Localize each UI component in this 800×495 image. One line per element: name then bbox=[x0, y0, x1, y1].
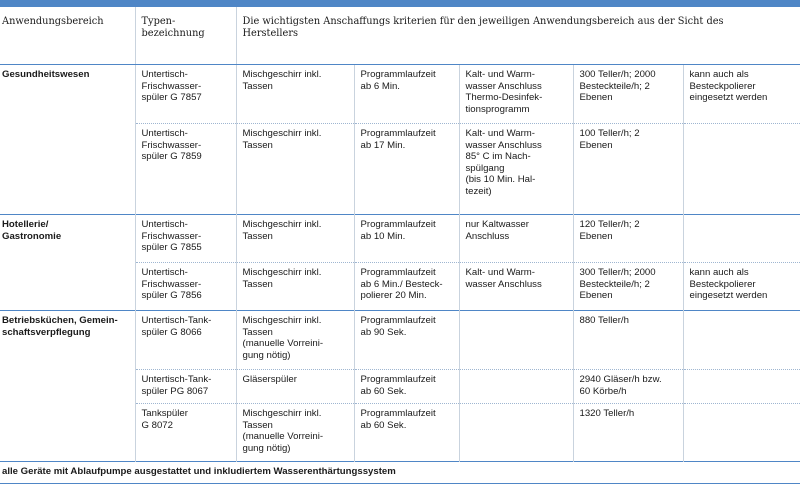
cell-capacity bbox=[573, 215, 683, 263]
cell-area bbox=[0, 263, 135, 311]
cell-capacity-line: Ebenen bbox=[579, 230, 613, 242]
cell-water-line: Anschluss bbox=[465, 230, 510, 242]
cell-program bbox=[354, 124, 459, 215]
cell-type-line: Frischwasser- bbox=[141, 80, 202, 92]
cell-note bbox=[683, 65, 800, 124]
cell-note-line: kann auch als bbox=[689, 69, 749, 80]
cell-capacity-line: 60 Körbe/h bbox=[579, 385, 627, 397]
cell-program-line: ab 6 Min. bbox=[360, 80, 400, 92]
cell-dishes-line: Mischgeschirr inkl. bbox=[242, 315, 322, 326]
cell-note bbox=[683, 404, 800, 462]
cell-type-line: Frischwasser- bbox=[141, 139, 202, 151]
cell-note bbox=[683, 215, 800, 263]
cell-water bbox=[459, 404, 573, 462]
cell-type-line: Untertisch- bbox=[141, 128, 188, 139]
cell-water-line: wasser Anschluss bbox=[465, 80, 542, 92]
cell-water-line: nur Kaltwasser bbox=[465, 219, 529, 230]
cell-water-line: 85° C im Nach- bbox=[465, 151, 531, 163]
cell-note-line: Besteckpolierer bbox=[689, 80, 756, 92]
footer-note: alle Geräte mit Ablaufpumpe ausgestattet und inkludiertem Wasserenthärtungssystem bbox=[0, 462, 800, 484]
cell-type bbox=[135, 311, 236, 370]
cell-type bbox=[135, 370, 236, 404]
table-row bbox=[0, 404, 800, 462]
dishwasher-comparison-table bbox=[0, 7, 800, 484]
cell-dishes-line: Tassen bbox=[242, 278, 273, 290]
table-row bbox=[0, 311, 800, 370]
cell-capacity-line: Ebenen bbox=[579, 139, 613, 151]
cell-program-line: Programmlaufzeit bbox=[360, 315, 436, 326]
cell-water bbox=[459, 215, 573, 263]
cell-water-line: wasser Anschluss bbox=[465, 139, 542, 151]
cell-note bbox=[683, 370, 800, 404]
cell-water-line: Kalt- und Warm- bbox=[465, 69, 535, 80]
cell-water-line: tezeit) bbox=[465, 185, 492, 197]
cell-dishes bbox=[236, 404, 354, 462]
cell-program-line: ab 17 Min. bbox=[360, 139, 406, 151]
cell-dishes-line: Mischgeschirr inkl. bbox=[242, 128, 322, 139]
cell-type-line: spüler G 7855 bbox=[141, 242, 202, 254]
table-row bbox=[0, 370, 800, 404]
cell-water bbox=[459, 370, 573, 404]
header-anwendungsbereich: Anwendungsbereich bbox=[0, 7, 135, 65]
cell-water-line: wasser Anschluss bbox=[465, 278, 542, 290]
cell-type-line: spüler G 7857 bbox=[141, 92, 202, 104]
cell-program-line: ab 10 Min. bbox=[360, 230, 406, 242]
cell-dishes bbox=[236, 124, 354, 215]
cell-dishes bbox=[236, 65, 354, 124]
cell-water bbox=[459, 124, 573, 215]
cell-dishes bbox=[236, 311, 354, 370]
cell-type-line: spüler G 7859 bbox=[141, 151, 202, 163]
cell-water-line: Kalt- und Warm- bbox=[465, 128, 535, 139]
cell-capacity-line: Ebenen bbox=[579, 92, 613, 104]
cell-program-line: Programmlaufzeit bbox=[360, 408, 436, 419]
cell-program-line: ab 60 Sek. bbox=[360, 419, 407, 431]
cell-capacity-line: 2940 Gläser/h bzw. bbox=[579, 374, 662, 385]
table-row bbox=[0, 124, 800, 215]
cell-note-line: eingesetzt werden bbox=[689, 290, 768, 302]
cell-capacity-line: 1320 Teller/h bbox=[579, 408, 635, 419]
cell-program bbox=[354, 404, 459, 462]
cell-type-line: Frischwasser- bbox=[141, 230, 202, 242]
cell-dishes-line: Tassen bbox=[242, 326, 273, 338]
cell-area-line: Gesundheitswesen bbox=[2, 69, 90, 80]
cell-program bbox=[354, 311, 459, 370]
table-header-row bbox=[0, 7, 800, 65]
cell-dishes bbox=[236, 263, 354, 311]
cell-dishes-line: Gläserspüler bbox=[242, 374, 297, 385]
cell-capacity bbox=[573, 124, 683, 215]
cell-capacity bbox=[573, 263, 683, 311]
cell-program bbox=[354, 370, 459, 404]
cell-type-line: Untertisch-Tank- bbox=[141, 374, 212, 385]
cell-water bbox=[459, 311, 573, 370]
cell-capacity-line: 880 Teller/h bbox=[579, 315, 629, 326]
cell-dishes-line: (manuelle Vorreini- bbox=[242, 431, 324, 443]
cell-water-line: Thermo-Desinfek- bbox=[465, 92, 543, 104]
cell-type-line: Tankspüler bbox=[141, 408, 188, 419]
cell-area bbox=[0, 404, 135, 462]
cell-area-line: schaftsverpflegung bbox=[2, 326, 91, 338]
table-row bbox=[0, 215, 800, 263]
cell-capacity bbox=[573, 404, 683, 462]
cell-dishes bbox=[236, 215, 354, 263]
cell-program bbox=[354, 215, 459, 263]
cell-dishes-line: Tassen bbox=[242, 230, 273, 242]
header-criteria: Die wichtigsten Anschaffungs kriterien für den jeweiligen Anwendungsbereich aus der Sicht des Herstellers bbox=[236, 7, 800, 65]
cell-capacity-line: Besteckteile/h; 2 bbox=[579, 80, 650, 92]
cell-type-line: Untertisch- bbox=[141, 267, 188, 278]
cell-program-line: Programmlaufzeit bbox=[360, 267, 436, 278]
cell-program-line: polierer 20 Min. bbox=[360, 290, 427, 302]
cell-program-line: Programmlaufzeit bbox=[360, 128, 436, 139]
cell-note bbox=[683, 124, 800, 215]
cell-type-line: Untertisch- bbox=[141, 219, 188, 230]
cell-water-line: spülgang bbox=[465, 162, 505, 174]
cell-program bbox=[354, 65, 459, 124]
table-row bbox=[0, 263, 800, 311]
cell-area bbox=[0, 215, 135, 263]
cell-dishes-line: Tassen bbox=[242, 139, 273, 151]
cell-type-line: Untertisch-Tank- bbox=[141, 315, 212, 326]
header-typenbezeichnung: Typen- bezeichnung bbox=[135, 7, 236, 65]
table-row bbox=[0, 65, 800, 124]
cell-capacity-line: 300 Teller/h; 2000 bbox=[579, 267, 656, 278]
cell-type-line: spüler PG 8067 bbox=[141, 385, 209, 397]
cell-area bbox=[0, 124, 135, 215]
cell-area bbox=[0, 65, 135, 124]
cell-capacity-line: 120 Teller/h; 2 bbox=[579, 219, 640, 230]
cell-note-line: Besteckpolierer bbox=[689, 278, 756, 290]
cell-dishes-line: Tassen bbox=[242, 80, 273, 92]
cell-program-line: ab 90 Sek. bbox=[360, 326, 407, 338]
cell-capacity bbox=[573, 370, 683, 404]
cell-type-line: spüler G 8066 bbox=[141, 326, 202, 338]
cell-program bbox=[354, 263, 459, 311]
cell-dishes-line: Mischgeschirr inkl. bbox=[242, 267, 322, 278]
cell-note bbox=[683, 263, 800, 311]
cell-type-line: Untertisch- bbox=[141, 69, 188, 80]
cell-program-line: Programmlaufzeit bbox=[360, 69, 436, 80]
cell-capacity bbox=[573, 65, 683, 124]
cell-program-line: ab 6 Min./ Besteck- bbox=[360, 278, 443, 290]
cell-area-line: Gastronomie bbox=[2, 230, 62, 242]
cell-water-line: (bis 10 Min. Hal- bbox=[465, 174, 536, 186]
cell-water-line: tionsprogramm bbox=[465, 103, 530, 115]
cell-capacity-line: 100 Teller/h; 2 bbox=[579, 128, 640, 139]
cell-area-line: Hotellerie/ bbox=[2, 219, 49, 230]
cell-type bbox=[135, 263, 236, 311]
cell-dishes-line: Mischgeschirr inkl. bbox=[242, 408, 322, 419]
cell-program-line: ab 60 Sek. bbox=[360, 385, 407, 397]
cell-program-line: Programmlaufzeit bbox=[360, 219, 436, 230]
cell-dishes-line: gung nötig) bbox=[242, 442, 291, 454]
cell-dishes-line: Mischgeschirr inkl. bbox=[242, 219, 322, 230]
cell-note bbox=[683, 311, 800, 370]
cell-dishes bbox=[236, 370, 354, 404]
cell-type bbox=[135, 124, 236, 215]
cell-program-line: Programmlaufzeit bbox=[360, 374, 436, 385]
cell-water bbox=[459, 263, 573, 311]
cell-dishes-line: gung nötig) bbox=[242, 349, 291, 361]
cell-type bbox=[135, 215, 236, 263]
cell-water bbox=[459, 65, 573, 124]
cell-type-line: G 8072 bbox=[141, 419, 173, 431]
cell-area bbox=[0, 370, 135, 404]
cell-area-line: Betriebsküchen, Gemein- bbox=[2, 315, 118, 326]
cell-dishes-line: (manuelle Vorreini- bbox=[242, 338, 324, 350]
table-top-rule bbox=[0, 0, 800, 7]
cell-type bbox=[135, 65, 236, 124]
cell-dishes-line: Tassen bbox=[242, 419, 273, 431]
cell-dishes-line: Mischgeschirr inkl. bbox=[242, 69, 322, 80]
cell-area bbox=[0, 311, 135, 370]
cell-note-line: eingesetzt werden bbox=[689, 92, 768, 104]
cell-type bbox=[135, 404, 236, 462]
cell-capacity bbox=[573, 311, 683, 370]
cell-capacity-line: Ebenen bbox=[579, 290, 613, 302]
cell-capacity-line: 300 Teller/h; 2000 bbox=[579, 69, 656, 80]
cell-note-line: kann auch als bbox=[689, 267, 749, 278]
table-footer-row bbox=[0, 462, 800, 484]
cell-type-line: Frischwasser- bbox=[141, 278, 202, 290]
cell-water-line: Kalt- und Warm- bbox=[465, 267, 535, 278]
cell-type-line: spüler G 7856 bbox=[141, 290, 202, 302]
cell-capacity-line: Besteckteile/h; 2 bbox=[579, 278, 650, 290]
